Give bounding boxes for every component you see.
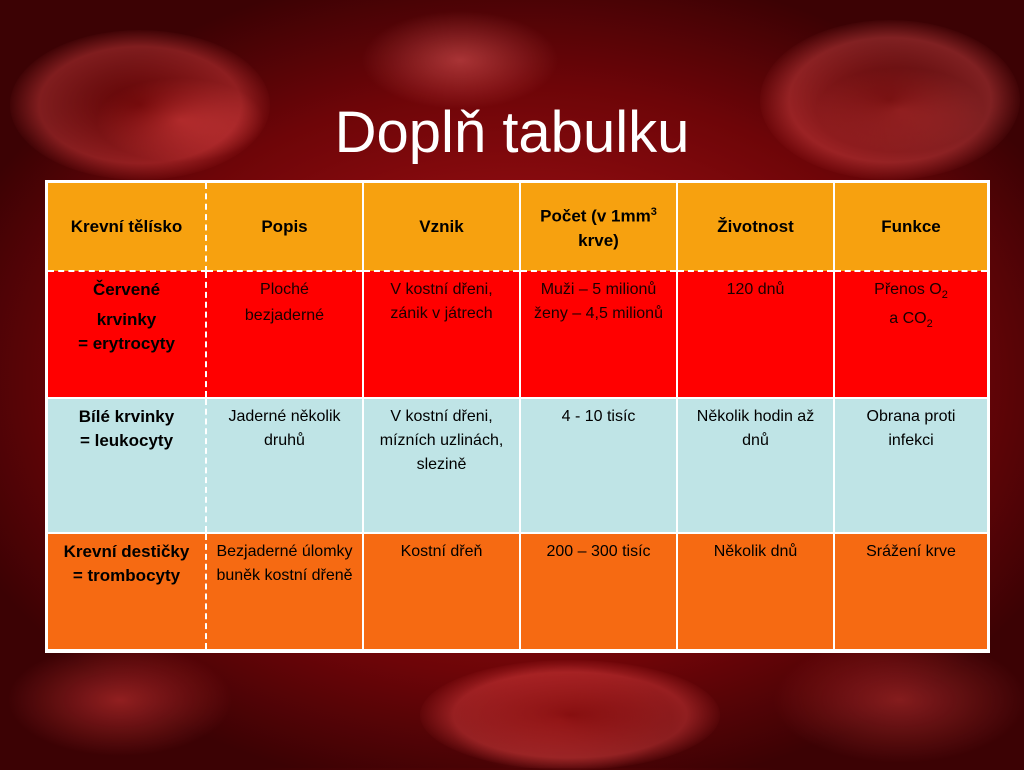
zivotnost-cell: 120 dnů (677, 271, 834, 398)
table-header-row (48, 183, 987, 271)
popis-cell: Bezjaderné úlomky buněk kostní dřeně (206, 533, 363, 650)
header-pocet (520, 183, 677, 271)
header-krevni-telisko: Krevní tělísko (48, 183, 206, 271)
pocet-cell: 4 - 10 tisíc (520, 398, 677, 533)
table-row (48, 533, 987, 650)
header-pocet-tail: krve) (578, 230, 619, 250)
vznik-cell: V kostní dřeni, zánik v játrech (363, 271, 520, 398)
row-name-line: = trombocyty (72, 566, 181, 585)
header-zivotnost: Životnost (677, 183, 834, 271)
header-pocet-text: Počet (v 1mm (540, 206, 651, 226)
row-name-cell (48, 533, 206, 650)
funkce-cell (834, 271, 987, 398)
row-name-line: = leukocyty (79, 431, 174, 450)
table-row (48, 271, 987, 398)
row-name-line: Krevní destičky (63, 542, 190, 561)
popis-line: Ploché (260, 281, 309, 298)
popis-line: bezjaderné (244, 307, 325, 324)
row-name-cell (48, 398, 206, 533)
funkce-text: a CO (889, 310, 927, 328)
row-name-line: = erytrocyty (78, 334, 175, 353)
header-pocet-sup: 3 (650, 206, 657, 219)
funkce-text: Přenos O (874, 281, 942, 298)
funkce-sub: 2 (941, 289, 948, 302)
blood-cells-table (45, 180, 990, 653)
funkce-sub: 2 (926, 318, 933, 331)
zivotnost-cell: Několik hodin až dnů (677, 398, 834, 533)
pocet-cell: 200 – 300 tisíc (520, 533, 677, 650)
row-name-line: krvinky (96, 310, 157, 329)
funkce-cell: Srážení krve (834, 533, 987, 650)
row-name-line: Bílé krvinky (78, 407, 175, 426)
popis-cell: Jaderné několik druhů (206, 398, 363, 533)
pocet-cell: Muži – 5 milionů ženy – 4,5 milionů (520, 271, 677, 398)
vznik-cell: V kostní dřeni, mízních uzlinách, slezině (363, 398, 520, 533)
vznik-cell: Kostní dřeň (363, 533, 520, 650)
header-popis: Popis (206, 183, 363, 271)
funkce-cell: Obrana proti infekci (834, 398, 987, 533)
popis-cell (206, 271, 363, 398)
page-title: Doplň tabulku (334, 99, 690, 165)
background-cell-decoration (420, 660, 720, 770)
header-funkce: Funkce (834, 183, 987, 271)
zivotnost-cell: Několik dnů (677, 533, 834, 650)
header-vznik: Vznik (363, 183, 520, 271)
row-name-line: Červené (92, 280, 161, 299)
row-name-cell (48, 271, 206, 398)
table-row (48, 398, 987, 533)
